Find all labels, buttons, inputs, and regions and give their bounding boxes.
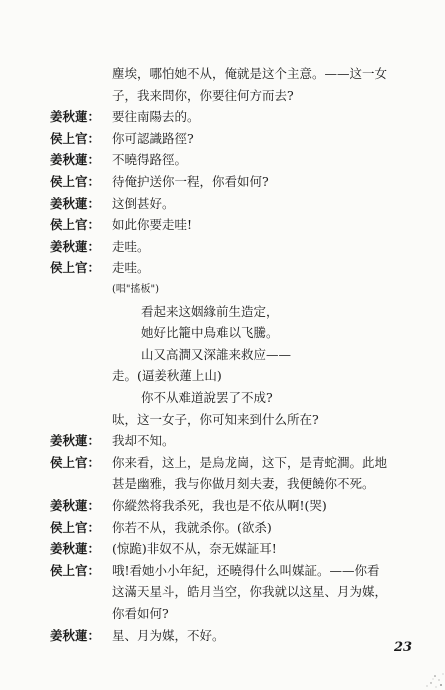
speaker-name: 侯上官： bbox=[50, 131, 101, 146]
sung-verse-line: 看起来这姻緣前生造定， bbox=[141, 304, 279, 319]
speaker-name: 姜秋蓮： bbox=[50, 239, 101, 254]
speaker-name: 姜秋蓮： bbox=[50, 498, 101, 513]
continuation-text: 塵埃，哪怕她不从，俺就是这个主意。——这一女 bbox=[112, 66, 388, 81]
speaker-name: 姜秋蓮： bbox=[50, 152, 101, 167]
paper-speckle-decoration bbox=[405, 650, 445, 690]
dialogue-text: 你若不从，我就杀你。(欲杀) bbox=[112, 520, 272, 535]
continuation-text: 走。(逼姜秋蓮上山) bbox=[112, 368, 222, 383]
dialogue-text: 待俺护送你一程，你看如何? bbox=[112, 174, 269, 189]
dialogue-text: 我却不知。 bbox=[112, 433, 175, 448]
speaker-name: 侯上官： bbox=[50, 260, 101, 275]
continuation-text: 子，我来問你，你要往何方而去? bbox=[112, 88, 294, 103]
dialogue-text: 走哇。 bbox=[112, 260, 150, 275]
page-number: 23 bbox=[394, 640, 413, 655]
speaker-name: 侯上官： bbox=[50, 174, 101, 189]
speaker-name: 侯上官： bbox=[50, 217, 101, 232]
dialogue-text: 星、月为媒，不好。 bbox=[112, 628, 225, 643]
dialogue-text: 你可認識路徑? bbox=[112, 131, 194, 146]
speaker-name: 姜秋蓮： bbox=[50, 433, 101, 448]
dialogue-text: 走哇。 bbox=[112, 239, 150, 254]
dialogue-text: 你来看，这上，是烏龙崗，这下，是青蛇澗。此地 bbox=[112, 455, 388, 470]
speaker-name: 侯上官： bbox=[50, 455, 101, 470]
dialogue-text: (惊跪)非奴不从，奈无媒証耳! bbox=[112, 541, 277, 556]
sung-verse-line: 你不从难道說罢了不成? bbox=[141, 390, 273, 405]
sung-verse-line: 她好比籠中鳥难以飞騰。 bbox=[141, 325, 279, 340]
speaker-name: 侯上官： bbox=[50, 563, 101, 578]
stage-direction: (唱"搖板") bbox=[112, 284, 160, 295]
dialogue-text: 如此你要走哇! bbox=[112, 217, 193, 232]
speaker-name: 姜秋蓮： bbox=[50, 628, 101, 643]
sung-verse-line: 山又高澗又深誰来救应—— bbox=[141, 347, 292, 362]
speaker-name: 姜秋蓮： bbox=[50, 109, 101, 124]
continuation-text: 呔，这一女子，你可知来到什么所在? bbox=[112, 412, 319, 427]
continuation-text: 这滿天星斗，皓月当空，你我就以这星、月为媒， bbox=[112, 584, 388, 599]
speaker-name: 姜秋蓮： bbox=[50, 196, 101, 211]
dialogue-text: 不曉得路徑。 bbox=[112, 152, 188, 167]
continuation-text: 甚是幽雅，我与你做月刻夫妻，我便饒你不死。 bbox=[112, 476, 375, 491]
continuation-text: 你看如何? bbox=[112, 606, 169, 621]
dialogue-text: 要往南陽去的。 bbox=[112, 109, 200, 124]
speaker-name: 姜秋蓮： bbox=[50, 541, 101, 556]
speaker-name: 侯上官： bbox=[50, 520, 101, 535]
dialogue-text: 哦!看她小小年紀，还曉得什么叫媒証。——你看 bbox=[112, 563, 380, 578]
dialogue-text: 你縱然将我杀死，我也是不依从啊!(哭) bbox=[112, 498, 327, 513]
dialogue-text: 这倒甚好。 bbox=[112, 196, 175, 211]
